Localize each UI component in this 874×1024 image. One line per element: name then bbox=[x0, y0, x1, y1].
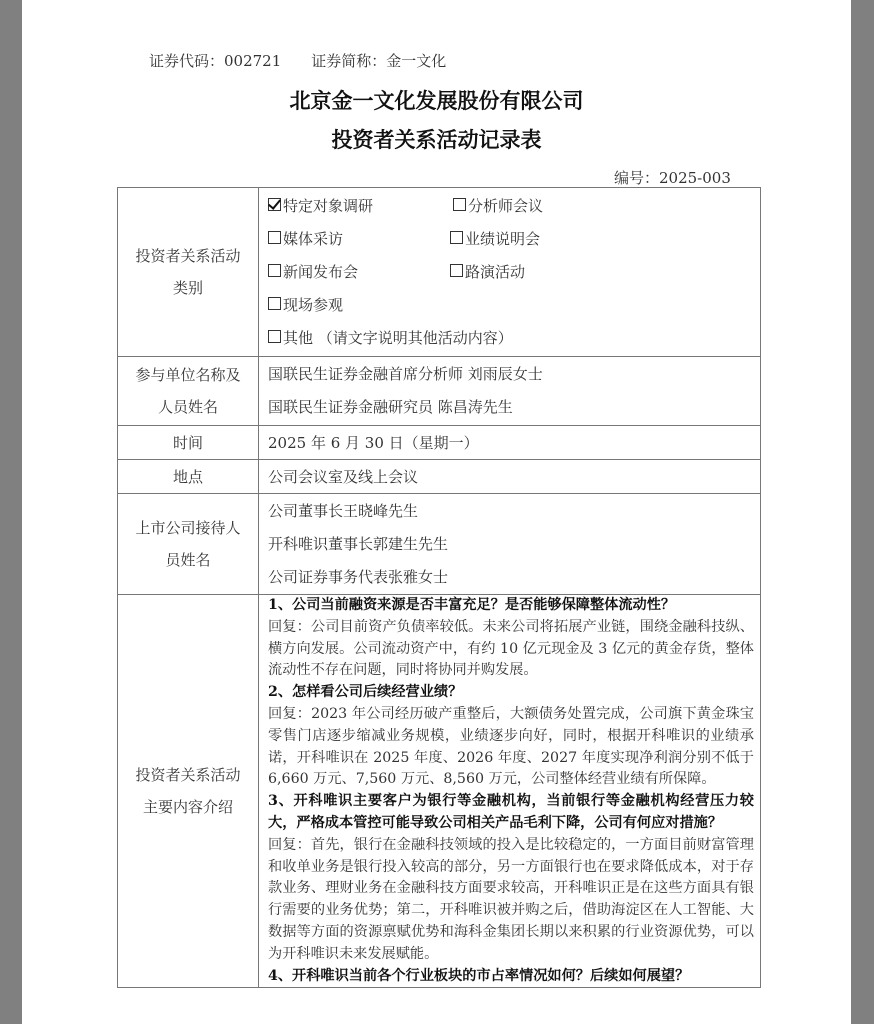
location-label: 地点 bbox=[118, 460, 259, 494]
reception-value bbox=[259, 494, 761, 595]
time-label: 时间 bbox=[118, 426, 259, 460]
checkbox-icon[interactable] bbox=[450, 264, 463, 277]
checkbox-icon[interactable] bbox=[450, 231, 463, 244]
row-reception bbox=[118, 494, 761, 595]
option-label: 业绩说明会 bbox=[465, 229, 541, 248]
label-line: 参与单位名称及 bbox=[135, 366, 241, 384]
option-analyst-meeting[interactable] bbox=[453, 190, 543, 223]
main-content-label bbox=[118, 595, 259, 988]
label-line: 类别 bbox=[172, 279, 203, 297]
main-content-value bbox=[259, 595, 761, 988]
serial-number: 编号：2025-003 bbox=[614, 169, 731, 187]
option-earnings-call[interactable] bbox=[450, 223, 540, 256]
option-other[interactable] bbox=[268, 322, 760, 355]
question: 3、开科唯识主要客户为银行等金融机构，当前银行等金融机构经营压力较大，严格成本管控可能导致公司相关产品毛利下降，公司有何应对措施？ bbox=[268, 793, 754, 831]
option-label: 媒体采访 bbox=[283, 229, 344, 248]
option-site-visit[interactable] bbox=[268, 289, 760, 322]
participants-label bbox=[118, 357, 259, 426]
receptionist: 公司证券事务代表张雅女士 bbox=[268, 567, 449, 586]
receptionist: 开科唯识董事长郭建生先生 bbox=[268, 534, 449, 553]
receptionist: 公司董事长王晓峰先生 bbox=[268, 501, 419, 520]
checkbox-icon[interactable] bbox=[453, 198, 466, 211]
row-participants bbox=[118, 357, 761, 426]
participant: 国联民生证券金融研究员 陈昌涛先生 bbox=[268, 398, 513, 416]
option-media-interview[interactable] bbox=[268, 223, 450, 256]
answer: 回复：公司目前资产负债率较低。未来公司将拓展产业链，围绕金融科技纵、横方向发展。公司流动资产中，有约 10 亿元现金及 3 亿元的黄金存货，整体流动性不存在问题，同时将协同并购发展。 bbox=[268, 618, 754, 679]
label-line: 员姓名 bbox=[165, 551, 211, 569]
checkbox-icon[interactable] bbox=[268, 330, 281, 343]
option-press-conference[interactable] bbox=[268, 256, 450, 289]
activity-type-options bbox=[259, 188, 761, 357]
checkbox-icon[interactable] bbox=[268, 264, 281, 277]
form-title: 投资者关系活动记录表 bbox=[331, 127, 542, 152]
security-name: 证券简称：金一文化 bbox=[311, 52, 447, 70]
checkbox-checked-icon[interactable] bbox=[268, 198, 281, 211]
option-label: 路演活动 bbox=[465, 262, 526, 281]
label-line: 上市公司接待人 bbox=[135, 519, 241, 537]
option-label: 其他 （请文字说明其他活动内容） bbox=[283, 328, 513, 347]
reception-label bbox=[118, 494, 259, 595]
option-roadshow[interactable] bbox=[450, 256, 525, 289]
document-page bbox=[22, 0, 851, 1024]
answer: 回复：2023 年公司经历破产重整后，大额债务处置完成，公司旗下黄金珠宝零售门店逐步缩减业务规模，业绩逐步向好，同时，根据开科唯识的业绩承诺，开科唯识在 2025 年度、2026 年度、2027 年度实现净利润分别不低于 6,660 万元、7,560 万元、8,560 万元，公司整体经营业绩有所保障。 bbox=[268, 705, 754, 788]
label-line: 主要内容介绍 bbox=[142, 798, 233, 817]
question: 2、怎样看公司后续经营业绩？ bbox=[268, 684, 463, 701]
checkbox-icon[interactable] bbox=[268, 231, 281, 244]
row-main-content bbox=[118, 595, 761, 988]
label-line: 投资者关系活动 bbox=[135, 766, 241, 785]
row-time bbox=[118, 426, 761, 460]
security-code: 证券代码：002721 bbox=[149, 52, 282, 70]
record-table bbox=[117, 187, 761, 988]
option-label: 现场参观 bbox=[283, 295, 344, 314]
label-line: 投资者关系活动 bbox=[135, 247, 241, 265]
option-label: 新闻发布会 bbox=[283, 262, 359, 281]
checkbox-icon[interactable] bbox=[268, 297, 281, 310]
label-line: 人员姓名 bbox=[157, 398, 218, 416]
activity-type-label bbox=[118, 188, 259, 357]
option-special-research[interactable] bbox=[268, 190, 453, 223]
security-info bbox=[149, 50, 446, 71]
answer: 回复：首先，银行在金融科技领域的投入是比较稳定的，一方面目前财富管理和收单业务是银行投入较高的部分，另一方面银行也在要求降低成本，对于存款业务、理财业务在金融科技方面要求较高，开科唯识正是在这些方面具有银行需要的业务优势；第二，开科唯识被并购之后，借助海淀区在人工智能、大数据等方面的资源禀赋优势和海科金集团长期以来积累的行业资源优势，可以为开科唯识未来发展赋能。 bbox=[268, 836, 754, 962]
time-value: 2025 年 6 月 30 日（星期一） bbox=[259, 426, 761, 460]
participants-value bbox=[259, 357, 761, 426]
question: 1、公司当前融资来源是否丰富充足？是否能够保障整体流动性？ bbox=[268, 597, 676, 613]
company-name: 北京金一文化发展股份有限公司 bbox=[289, 88, 584, 113]
location-value: 公司会议室及线上会议 bbox=[259, 460, 761, 494]
option-label: 分析师会议 bbox=[468, 196, 544, 215]
participant: 国联民生证券金融首席分析师 刘雨辰女士 bbox=[268, 365, 543, 383]
row-location bbox=[118, 460, 761, 494]
question: 4、开科唯识当前各个行业板块的市占率情况如何？后续如何展望？ bbox=[268, 967, 690, 984]
row-activity-type bbox=[118, 188, 761, 357]
option-label: 特定对象调研 bbox=[283, 196, 374, 215]
